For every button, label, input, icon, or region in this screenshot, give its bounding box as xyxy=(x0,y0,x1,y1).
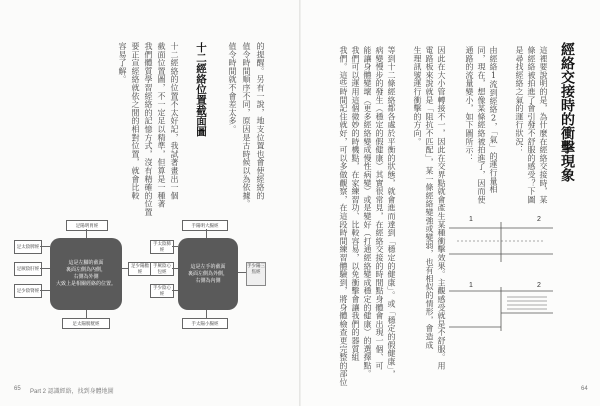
section-heading: 十二經絡位置截面圖 xyxy=(195,42,207,137)
body-column: 條經絡被拍進了會引發不舒服的感受？下圖 xyxy=(527,46,536,204)
body-column: 因此在大小管轉接不一，因此在交界點就會產生某種衝擊效果。主觀感受就是不舒服。用 xyxy=(437,46,446,370)
label-mid: 足少陽膽經 xyxy=(128,262,152,276)
label-top: 足陽明胃經 xyxy=(66,220,108,231)
body-column: 容易了解。 xyxy=(118,42,127,84)
figure-label: 2 xyxy=(537,282,541,289)
body-column: 的提醒。另有一說，地支位置也會使經絡的 xyxy=(256,42,265,200)
body-column: 我們體質學習經絡的記憶方式，沒有精確的位置 xyxy=(144,42,153,217)
label-rl-3: 手少陰心經 xyxy=(150,284,174,298)
figure-label: 1 xyxy=(469,282,473,289)
left-page xyxy=(0,0,299,406)
right-hand-section xyxy=(178,238,238,310)
body-column: 十二經絡的位置不太好記，我試著畫出一個 xyxy=(170,42,179,200)
page-title: 經絡交接時的衝擊現象 xyxy=(559,42,575,182)
body-column: 生理訊號運行衝擊的方向。 xyxy=(413,46,422,146)
label-rl-1: 手太陰肺經 xyxy=(150,240,174,254)
body-column: 要正宣經絡就依之間的相對位置，就會比較 xyxy=(131,42,140,200)
body-column: 能讓身體變壞（更多經絡變成慢性病變）或是變好（打通經絡變成穩定的健康）的選擇點。 xyxy=(363,46,372,378)
right-section-caption: 這是左手的截面 裏面左側為外側， 右側為內側 xyxy=(187,263,228,284)
left-foot-section xyxy=(50,238,122,310)
body-column: 是尋找經絡之氣的運行狀況： xyxy=(515,46,524,154)
label-bottom-right: 手太陽小腸經 xyxy=(182,318,228,329)
pipe-diagram-equal xyxy=(449,218,553,268)
body-column: 同，現在，想像某條經絡被拍進了，因而使 xyxy=(477,46,486,204)
label-rl-2: 手厥陰心包經 xyxy=(150,262,174,276)
body-column: 病變慢步的發生（穩定的假健康）其實很常見，在經絡交接的時間點身體會出現一個、可 xyxy=(375,46,384,370)
figure-label: 1 xyxy=(469,216,473,223)
body-column: 值令時間順序不同，原因是古時候以為依據。 xyxy=(242,42,251,208)
body-column: 由經絡1流到經絡2，「氣」的運行量相 xyxy=(489,46,498,194)
body-column: 通路的流量變小，如下圖所示： xyxy=(465,46,474,163)
label-left-3: 足少陰腎經 xyxy=(14,284,42,298)
running-footer: Part 2 認識經絡，找到身體地圖 xyxy=(30,389,114,395)
left-section-caption: 這是左腳的截面 裏面左側為內側， 右側為外側 大致上是相關經絡的位置。 xyxy=(55,260,116,287)
pipe-diagram-narrowed xyxy=(449,285,553,335)
label-top-right: 手陽明大腸經 xyxy=(182,220,228,231)
body-column: 值令時間就不會差太多。 xyxy=(228,42,237,134)
body-column: 我們。這些時間記住就好，可以多做觀察，在這段時間練習體驗到，將身體檢查更完整的部位 xyxy=(339,46,348,387)
label-left-1: 足太陰脾經 xyxy=(14,240,42,254)
right-page xyxy=(301,0,600,406)
body-column: 我們可以運用這個微妙的時機點，在家練習功、比較容易，以免衝擊會讓我們的器質組 xyxy=(351,46,360,362)
inner-label: 手少陽三焦經 xyxy=(246,262,266,286)
body-column: 電路板來說就是「阻抗不匹配」，某一條經絡變強或變弱，也有相似的情形，會造成 xyxy=(425,46,434,350)
figure-label: 2 xyxy=(537,216,541,223)
label-bottom: 足太陽膀胱經 xyxy=(62,318,110,329)
page-number: 64 xyxy=(581,386,588,392)
body-column: 等到十二條經絡都各處於平衡的狀態，就會進而達到「穩定的健康」。或「穩定的假健康」， xyxy=(387,46,396,379)
body-column: 截面位置圖，不一定足以精準，但算是一種著 xyxy=(157,42,166,208)
label-left-2: 足厥陰肝經 xyxy=(14,262,42,276)
body-column: 這裡要說明的是，為什麼在經絡交接時，某 xyxy=(539,46,548,204)
page-number: 65 xyxy=(14,386,21,392)
